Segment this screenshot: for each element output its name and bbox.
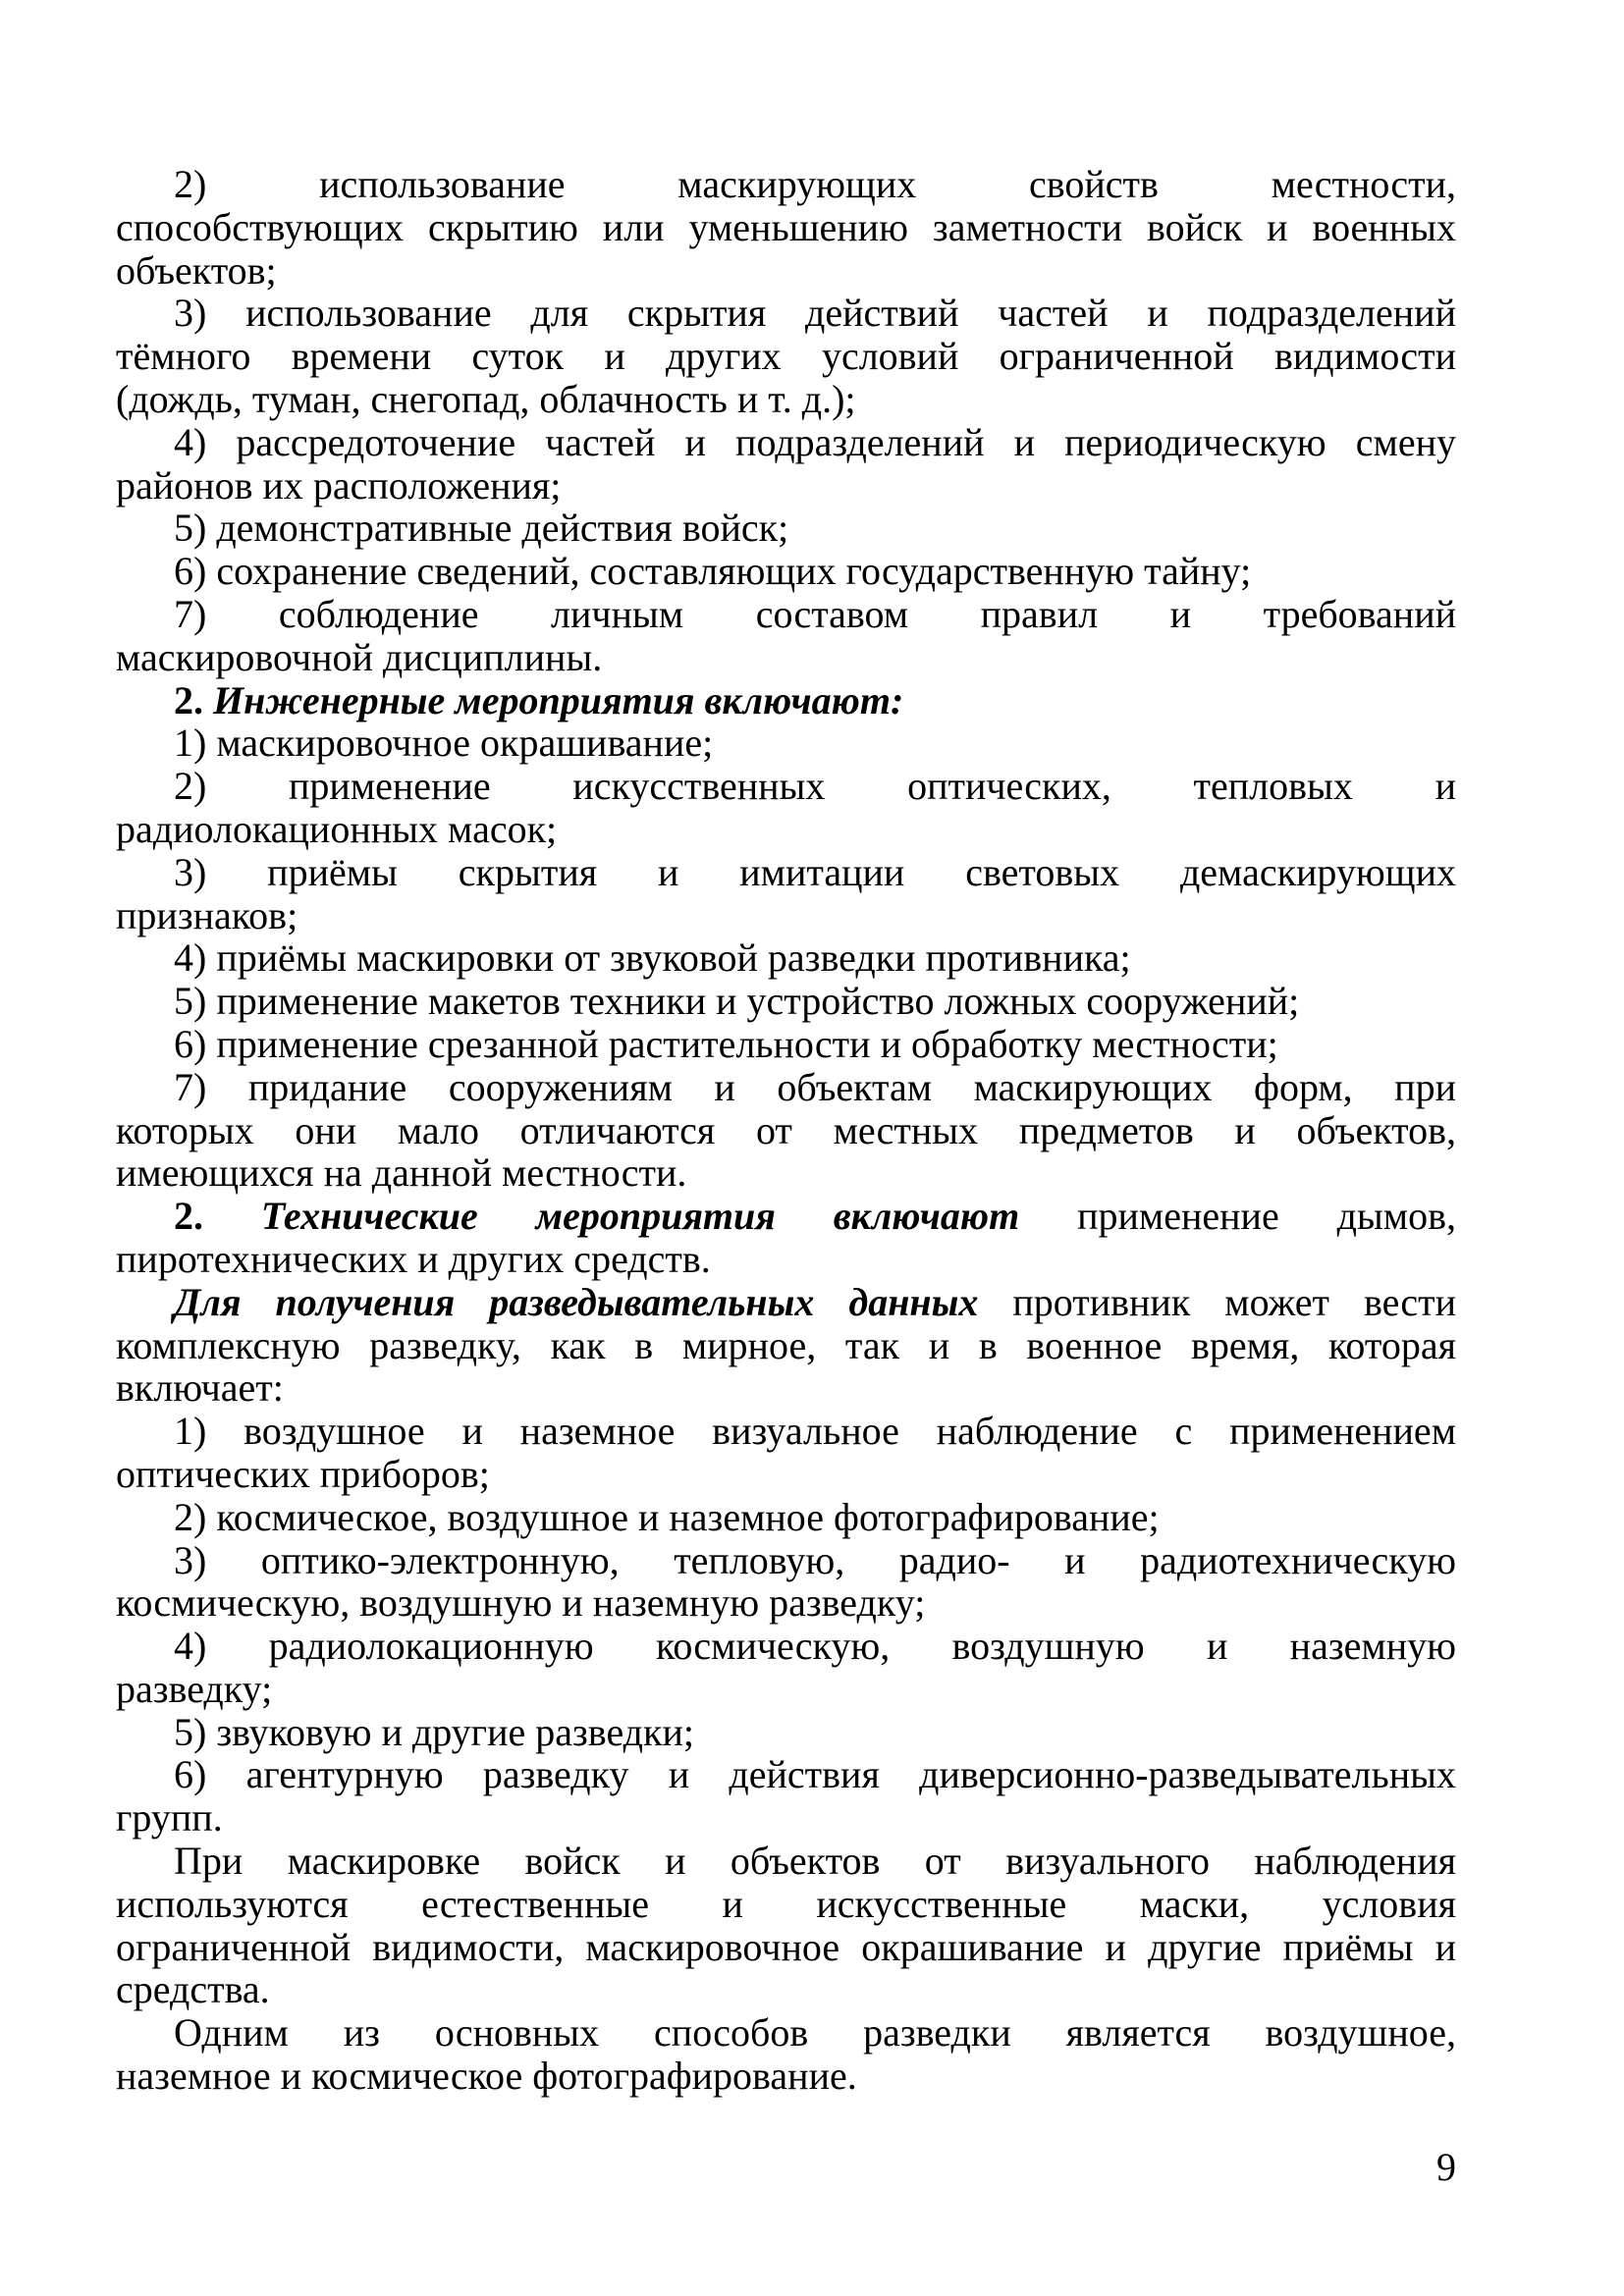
text-run: применение дымов,: [1019, 1194, 1456, 1239]
text-run: объектов;: [116, 247, 277, 293]
text-run: Одним из основных способов разведки является воздушное,: [174, 2010, 1456, 2056]
text-line: [116, 507, 1456, 550]
text-run: пиротехнических и других средств.: [116, 1236, 711, 1281]
text-line: [116, 550, 1456, 593]
text-line: [116, 593, 1456, 636]
paragraph: [116, 1753, 1456, 1840]
text-line: [116, 980, 1456, 1023]
text-run: включает:: [116, 1365, 284, 1411]
text-line: [116, 636, 1456, 679]
text-run: которых они мало отличаются от местных предметов и объектов,: [116, 1107, 1456, 1152]
paragraph: [116, 163, 1456, 292]
text-line: [116, 894, 1456, 937]
text-line: [116, 1581, 1456, 1625]
text-run: 7) придание сооружениям и объектам маскирующих форм, при: [174, 1064, 1456, 1109]
paragraph: [116, 936, 1456, 980]
text-line: [116, 1753, 1456, 1796]
text-run: используются естественные и искусственные маски, условия: [116, 1881, 1456, 1926]
text-line: [116, 1496, 1456, 1539]
text-line: [116, 1109, 1456, 1152]
text-line: [116, 1023, 1456, 1066]
text-line: [116, 1926, 1456, 1969]
emphasis-run: Инженерные мероприятия включают:: [213, 677, 904, 722]
text-block: [116, 163, 1456, 2098]
text-run: При маскировке войск и объектов от визуального наблюдения: [174, 1839, 1456, 1884]
text-run: 2) применение искусственных оптических, тепловых и: [174, 764, 1456, 809]
text-run: противник может вести: [978, 1279, 1456, 1324]
emphasis-run: Для получения разведывательных данных: [174, 1279, 979, 1324]
text-run: 4) радиолокационную космическую, воздушную и наземную: [174, 1624, 1456, 1669]
text-run: групп.: [116, 1795, 223, 1841]
text-run: маскировочной дисциплины.: [116, 634, 603, 679]
paragraph: [116, 721, 1456, 765]
text-run: районов их расположения;: [116, 462, 562, 507]
text-line: [116, 1366, 1456, 1410]
emphasis-run: 2.: [174, 677, 213, 722]
paragraph: [116, 421, 1456, 507]
text-line: [116, 1625, 1456, 1668]
text-run: разведку;: [116, 1666, 273, 1711]
paragraph: [116, 1625, 1456, 1711]
text-run: 7) соблюдение личным составом правил и требований: [174, 591, 1456, 636]
page-number: 9: [1436, 2145, 1456, 2189]
text-line: [116, 1324, 1456, 1367]
text-line: [116, 1796, 1456, 1840]
text-line: [116, 1968, 1456, 2011]
text-run: 4) рассредоточение частей и подразделений и периодическую смену: [174, 419, 1456, 464]
paragraph: [116, 1410, 1456, 1496]
text-line: [116, 163, 1456, 206]
paragraph: [116, 1539, 1456, 1626]
text-run: признаков;: [116, 892, 298, 937]
paragraph: [116, 765, 1456, 851]
paragraph: [116, 851, 1456, 937]
text-run: 6) агентурную разведку и действия диверсионно-разведывательных: [174, 1752, 1456, 1797]
text-run: 6) применение срезанной растительности и обработку местности;: [174, 1021, 1278, 1066]
text-run: средства.: [116, 1967, 270, 2012]
text-run: 1) воздушное и наземное визуальное наблюдение с применением: [174, 1409, 1456, 1454]
text-run: радиолокационных масок;: [116, 806, 558, 851]
text-line: [116, 1281, 1456, 1324]
paragraph: [116, 679, 1456, 722]
text-line: [116, 1453, 1456, 1496]
paragraph: [116, 292, 1456, 420]
text-line: [116, 1066, 1456, 1109]
text-line: [116, 1195, 1456, 1238]
text-run: 2) использование маскирующих свойств местности,: [174, 162, 1456, 206]
text-line: [116, 679, 1456, 722]
text-run: 3) оптико-электронную, тепловую, радио- и радиотехническую: [174, 1537, 1456, 1582]
paragraph: [116, 980, 1456, 1023]
text-run: тёмного времени суток и других условий ограниченной видимости: [116, 334, 1456, 379]
text-line: [116, 292, 1456, 335]
text-line: [116, 1711, 1456, 1754]
text-line: [116, 464, 1456, 507]
text-run: наземное и космическое фотографирование.: [116, 2054, 857, 2099]
emphasis-run: 2.: [174, 1194, 261, 1239]
paragraph: [116, 1023, 1456, 1066]
text-line: [116, 1410, 1456, 1453]
paragraph: [116, 1066, 1456, 1195]
text-run: 5) применение макетов техники и устройство ложных сооружений;: [174, 979, 1300, 1024]
text-run: 5) демонстративные действия войск;: [174, 506, 789, 551]
text-run: 5) звуковую и другие разведки;: [174, 1709, 694, 1754]
paragraph: [116, 550, 1456, 593]
paragraph: [116, 1496, 1456, 1539]
text-line: [116, 808, 1456, 851]
text-run: комплексную разведку, как в мирное, так и в военное время, которая: [116, 1322, 1456, 1367]
paragraph: [116, 1281, 1456, 1410]
paragraph: [116, 507, 1456, 550]
paragraph: [116, 2011, 1456, 2098]
text-line: [116, 2011, 1456, 2055]
text-run: космическую, воздушную и наземную разведку;: [116, 1580, 926, 1626]
text-line: [116, 335, 1456, 378]
text-line: [116, 936, 1456, 980]
text-line: [116, 1238, 1456, 1281]
text-line: [116, 851, 1456, 894]
paragraph: [116, 1840, 1456, 2011]
text-run: 1) маскировочное окрашивание;: [174, 721, 714, 766]
text-line: [116, 1151, 1456, 1195]
text-run: 3) приёмы скрытия и имитации световых демаскирующих: [174, 849, 1456, 894]
text-line: [116, 206, 1456, 249]
paragraph: [116, 593, 1456, 679]
text-run: оптических приборов;: [116, 1451, 490, 1496]
text-run: 4) приёмы маскировки от звуковой разведки противника;: [174, 935, 1131, 981]
text-run: 2) космическое, воздушное и наземное фотографирование;: [174, 1494, 1160, 1539]
text-run: 6) сохранение сведений, составляющих государственную тайну;: [174, 549, 1252, 594]
text-line: [116, 1668, 1456, 1711]
text-line: [116, 421, 1456, 464]
text-line: [116, 1840, 1456, 1883]
text-line: [116, 721, 1456, 765]
paragraph: [116, 1195, 1456, 1281]
text-line: [116, 2055, 1456, 2098]
text-run: (дождь, туман, снегопад, облачность и т. д.);: [116, 376, 856, 421]
text-line: [116, 378, 1456, 421]
text-line: [116, 1539, 1456, 1582]
text-run: имеющихся на данной местности.: [116, 1150, 687, 1196]
text-line: [116, 1883, 1456, 1926]
text-run: ограниченной видимости, маскировочное окрашивание и другие приёмы и: [116, 1924, 1456, 1969]
text-line: [116, 765, 1456, 808]
text-run: 3) использование для скрытия действий частей и подразделений: [174, 291, 1456, 336]
emphasis-run: Технические мероприятия включают: [260, 1194, 1020, 1239]
paragraph: [116, 1711, 1456, 1754]
text-line: [116, 249, 1456, 293]
text-run: способствующих скрытию или уменьшению заметности войск и военных: [116, 204, 1456, 249]
